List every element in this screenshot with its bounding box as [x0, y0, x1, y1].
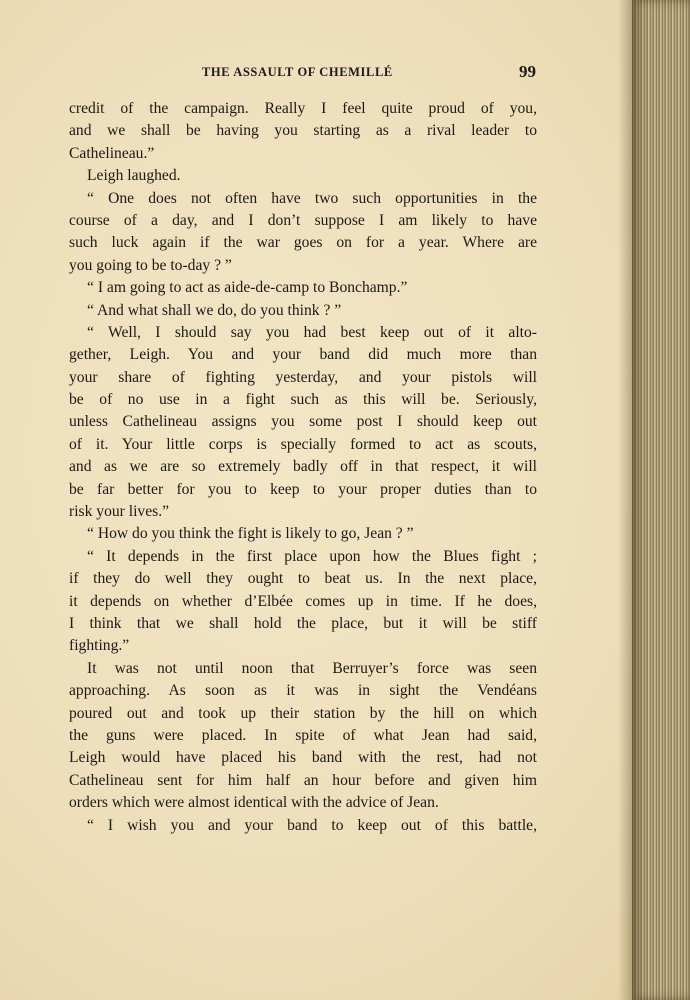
text-line: approaching. As soon as it was in sight the Vendéans [69, 682, 537, 700]
text-line: your share of fighting yesterday, and your pistols will [69, 368, 537, 386]
text-line: course of a day, and I don’t suppose I am likely to have [69, 211, 537, 229]
text-line: you going to be to-day ? ” [69, 256, 232, 274]
text-line: Leigh laughed. [87, 167, 181, 185]
text-line: be far better for you to keep to your proper duties than to [69, 480, 537, 498]
text-line: risk your lives.” [69, 503, 170, 521]
text-line: of it. Your little corps is specially formed to act as scouts, [69, 435, 537, 453]
text-line: be of no use in a fight such as this will be. Seriously, [69, 391, 537, 409]
page-header [70, 62, 538, 86]
text-line: “ One does not often have two such opportunities in the [87, 189, 537, 207]
text-line: “ I am going to act as aide-de-camp to Bonchamp.” [87, 279, 408, 297]
text-line: “ How do you think the fight is likely to go, Jean ? ” [87, 525, 414, 543]
text-line: Cathelineau.” [69, 144, 155, 162]
book-page-edges [632, 0, 690, 1000]
text-line: orders which were almost identical with the advice of Jean. [69, 794, 439, 812]
page-number: 99 [519, 62, 536, 81]
text-line: “ And what shall we do, do you think ? ” [87, 301, 342, 319]
text-line: It was not until noon that Berruyer’s force was seen [87, 659, 537, 677]
text-line: fighting.” [69, 637, 130, 655]
text-line: “ It depends in the first place upon how the Blues fight ; [87, 547, 537, 565]
text-line: such luck again if the war goes on for a year. Where are [69, 234, 537, 252]
text-line: Leigh would have placed his band with the rest, had not [69, 749, 537, 767]
text-line: the guns were placed. In spite of what Jean had said, [69, 726, 537, 744]
text-line: “ I wish you and your band to keep out of this battle, [87, 816, 537, 834]
text-line: it depends on whether d’Elbée comes up in time. If he does, [69, 592, 537, 610]
text-line: Cathelineau sent for him half an hour before and given him [69, 771, 537, 789]
text-line: and as we are so extremely badly off in that respect, it will [69, 458, 537, 476]
body-text [69, 98, 537, 837]
text-line: I think that we shall hold the place, but it will be stiff [69, 614, 537, 632]
running-head: THE ASSAULT OF CHEMILLÉ [202, 65, 393, 79]
text-line: gether, Leigh. You and your band did much more than [69, 346, 537, 364]
text-line: if they do well they ought to beat us. In the next place, [69, 570, 537, 588]
text-line: unless Cathelineau assigns you some post I should keep out [69, 413, 537, 431]
text-line: and we shall be having you starting as a rival leader to [69, 122, 537, 140]
text-line: “ Well, I should say you had best keep out of it alto- [87, 323, 537, 341]
text-line: poured out and took up their station by the hill on which [69, 704, 537, 722]
text-line: credit of the campaign. Really I feel quite proud of you, [69, 100, 537, 117]
